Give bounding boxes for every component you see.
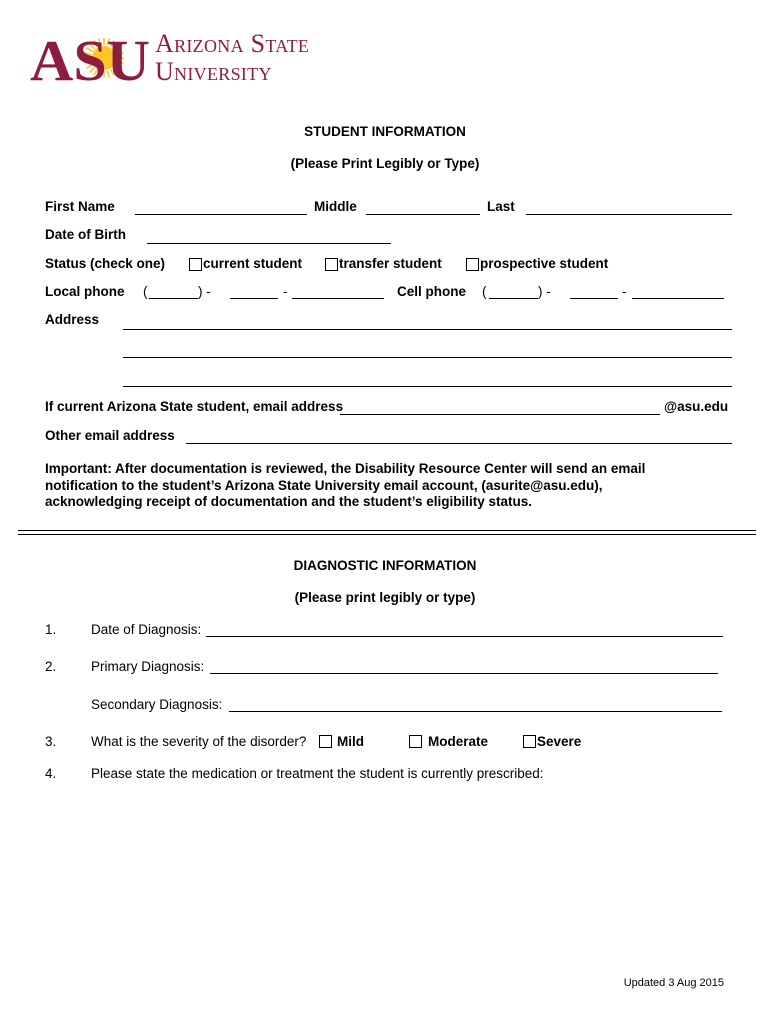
- status-label: Status (check one): [45, 256, 166, 271]
- local-phone-sep2: -: [283, 284, 288, 299]
- severe-label: Severe: [537, 734, 582, 749]
- cell-phone-label: Cell phone: [397, 284, 467, 299]
- current-student-label: current student: [203, 256, 303, 271]
- student-info-title: STUDENT INFORMATION: [304, 124, 466, 139]
- medication-question: Please state the medication or treatment the student is currently prescribed:: [91, 766, 544, 781]
- moderate-label: Moderate: [428, 734, 489, 749]
- primary-diagnosis-label: Primary Diagnosis:: [91, 659, 205, 674]
- cell-phone-sep2: -: [622, 284, 627, 299]
- local-phone-sep1: ) -: [198, 284, 211, 299]
- secondary-diagnosis-field[interactable]: [229, 711, 722, 712]
- university-name-line2: University: [155, 57, 272, 86]
- dob-label: Date of Birth: [45, 227, 126, 242]
- transfer-student-checkbox[interactable]: [325, 258, 338, 271]
- last-name-field[interactable]: [526, 214, 732, 215]
- cell-phone-prefix-field[interactable]: [570, 298, 618, 299]
- asu-sun-logo-icon: [28, 28, 153, 84]
- address-line-1[interactable]: [123, 329, 732, 330]
- primary-diagnosis-field[interactable]: [210, 673, 718, 674]
- asu-email-field[interactable]: [340, 414, 660, 415]
- middle-name-field[interactable]: [366, 214, 480, 215]
- medication-answer-area[interactable]: [91, 790, 723, 960]
- local-phone-label: Local phone: [45, 284, 125, 299]
- asu-mark-text: ASU: [30, 28, 150, 84]
- important-notice-line3: acknowledging receipt of documentation and the student’s eligibility status.: [45, 494, 533, 509]
- important-notice-line2: notification to the student’s Arizona State University email account, (asurite@asu.edu),: [45, 477, 603, 493]
- cell-phone-sep1: ) -: [538, 284, 551, 299]
- local-phone-line-field[interactable]: [292, 298, 384, 299]
- important-notice: [45, 461, 725, 511]
- diagnostic-info-subtitle: (Please print legibly or type): [294, 590, 476, 605]
- university-name-line1: Arizona State: [155, 29, 310, 58]
- moderate-checkbox[interactable]: [409, 735, 422, 748]
- updated-date: Updated 3 Aug 2015: [623, 977, 724, 989]
- prospective-student-checkbox[interactable]: [466, 258, 479, 271]
- other-email-label: Other email address: [45, 428, 175, 443]
- severity-question: What is the severity of the disorder?: [91, 734, 307, 749]
- cell-phone-area-field[interactable]: [489, 298, 538, 299]
- first-name-label: First Name: [45, 199, 115, 214]
- prospective-student-label: prospective student: [480, 256, 609, 271]
- item-3-number: 3.: [45, 734, 57, 749]
- cell-phone-line-field[interactable]: [632, 298, 724, 299]
- transfer-student-label: transfer student: [339, 256, 442, 271]
- address-line-3[interactable]: [123, 386, 732, 387]
- first-name-field[interactable]: [135, 214, 307, 215]
- item-2-number: 2.: [45, 659, 57, 674]
- last-name-label: Last: [487, 199, 515, 214]
- date-of-diagnosis-label: Date of Diagnosis:: [91, 622, 202, 637]
- cell-phone-open-paren: (: [482, 284, 487, 299]
- local-phone-open-paren: (: [143, 284, 148, 299]
- address-label: Address: [45, 312, 100, 327]
- diagnostic-info-title: DIAGNOSTIC INFORMATION: [293, 558, 477, 573]
- date-of-diagnosis-field[interactable]: [206, 636, 723, 637]
- section-divider-bottom: [18, 534, 756, 535]
- local-phone-area-field[interactable]: [149, 298, 198, 299]
- item-1-number: 1.: [45, 622, 57, 637]
- asu-email-label: If current Arizona State student, email address: [45, 399, 344, 414]
- mild-checkbox[interactable]: [319, 735, 332, 748]
- local-phone-prefix-field[interactable]: [230, 298, 278, 299]
- other-email-field[interactable]: [186, 443, 732, 444]
- dob-field[interactable]: [147, 243, 391, 244]
- asu-email-suffix: @asu.edu: [664, 399, 729, 414]
- section-divider-top: [18, 530, 756, 531]
- middle-name-label: Middle: [314, 199, 357, 214]
- important-notice-line1: Important: After documentation is reviewed, the Disability Resource Center will send an email: [45, 461, 646, 476]
- mild-label: Mild: [337, 734, 364, 749]
- severe-checkbox[interactable]: [523, 735, 536, 748]
- secondary-diagnosis-label: Secondary Diagnosis:: [91, 697, 223, 712]
- current-student-checkbox[interactable]: [189, 258, 202, 271]
- item-4-number: 4.: [45, 766, 57, 781]
- student-info-subtitle: (Please Print Legibly or Type): [290, 156, 480, 171]
- address-line-2[interactable]: [123, 357, 732, 358]
